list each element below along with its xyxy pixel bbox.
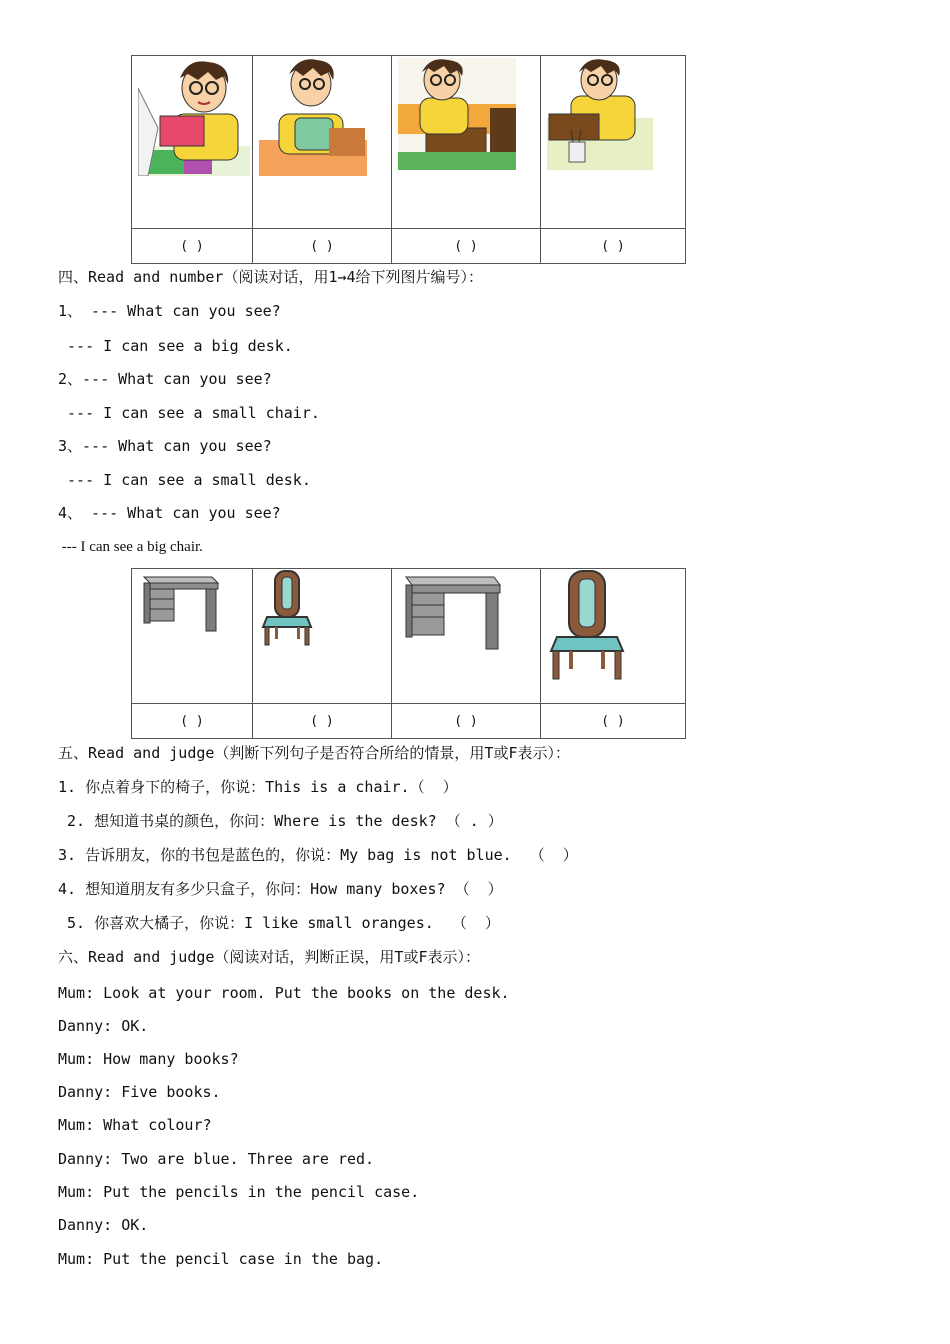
dialogue-line: Danny: Five books. [58,1083,221,1101]
picture-cell [541,569,686,704]
dialogue-question: 4、 --- What can you see? [58,504,281,522]
picture-cell [132,56,253,229]
section4-heading: 四、Read and number（阅读对话，用1→4给下列图片编号）： [58,268,484,286]
picture-cell [253,56,392,229]
section6-heading: 六、Read and judge（阅读对话，判断正误，用T或F表示）： [58,948,480,966]
dialogue-question: 1、 --- What can you see? [58,302,281,320]
answer-blank[interactable]: ( ) [541,704,686,739]
section5-heading: 五、Read and judge（判断下列句子是否符合所给的情景，用T或F表示）： [58,744,570,762]
boy-with-pencil-box-image [547,58,653,170]
small-desk-image [140,571,220,635]
judge-item: 5. 你喜欢大橘子，你说：I like small oranges. （ ） [58,914,500,932]
dialogue-answer: --- I can see a small chair. [58,404,320,422]
boy-picture-table [131,55,686,264]
big-chair-image [549,569,629,681]
dialogue-line: Mum: Look at your room. Put the books on the desk. [58,984,510,1002]
dialogue-answer: --- I can see a big chair. [58,539,203,555]
big-desk-image [402,571,502,651]
dialogue-answer: --- I can see a small desk. [58,471,311,489]
boy-at-desk-image [398,58,516,170]
boy-with-bag-image [259,58,367,176]
furniture-picture-table [131,568,686,739]
picture-cell [541,56,686,229]
answer-blank[interactable]: ( ) [541,229,686,264]
answer-blank[interactable]: ( ) [132,229,253,264]
small-chair-image [261,569,315,647]
dialogue-question: 3、--- What can you see? [58,437,272,455]
judge-item: 4. 想知道朋友有多少只盒子，你问：How many boxes? （ ） [58,880,503,898]
dialogue-line: Danny: Two are blue. Three are red. [58,1150,375,1168]
dialogue-line: Mum: Put the pencils in the pencil case. [58,1183,420,1201]
answer-blank[interactable]: ( ) [253,704,392,739]
picture-cell [392,56,541,229]
dialogue-line: Mum: How many books? [58,1050,239,1068]
judge-item: 2. 想知道书桌的颜色，你问：Where is the desk? （ . ） [58,812,503,830]
answer-blank[interactable]: ( ) [392,704,541,739]
answer-blank[interactable]: ( ) [253,229,392,264]
dialogue-line: Danny: OK. [58,1216,149,1234]
picture-cell [253,569,392,704]
judge-item: 1. 你点着身下的椅子，你说：This is a chair.（ ） [58,778,458,796]
dialogue-line: Mum: Put the pencil case in the bag. [58,1250,384,1268]
dialogue-line: Danny: OK. [58,1017,149,1035]
dialogue-question: 2、--- What can you see? [58,370,272,388]
boy-holding-book-image [138,58,250,176]
picture-cell [132,569,253,704]
dialogue-answer: --- I can see a big desk. [58,337,293,355]
dialogue-line: Mum: What colour? [58,1116,212,1134]
picture-cell [392,569,541,704]
judge-item: 3. 告诉朋友，你的书包是蓝色的，你说：My bag is not blue. （ ） [58,846,578,864]
answer-blank[interactable]: ( ) [392,229,541,264]
answer-blank[interactable]: ( ) [132,704,253,739]
